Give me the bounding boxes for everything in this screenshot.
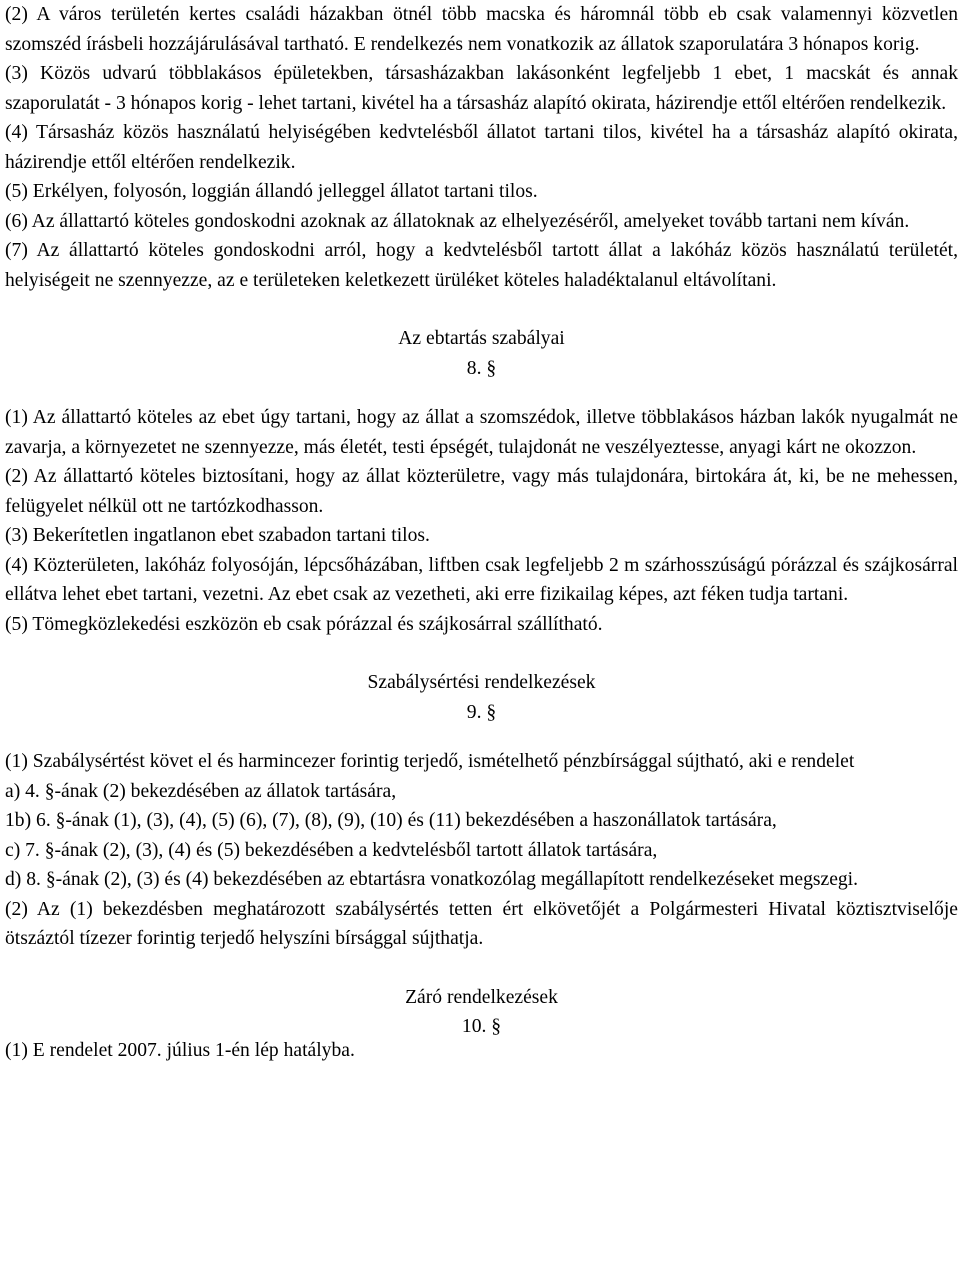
section-8-number: 8. § [466,357,497,379]
section-9-title: Szabálysértési rendelkezések [367,672,596,693]
paragraph-9-1: (1) Szabálysértést követ el és harmincezer forintig terjedő, ismételhető pénzbírsággal sújtható, aki e rendelet [5,751,855,772]
spacer [5,727,958,747]
paragraph-8-1: (1) Az állattartó köteles az ebet úgy tartani, hogy az állat a szomszédok, illetve többlakásos házban lakók nyugalmát ne zavarja, a környezetet ne szennyezze, más életét, testi épségét, tulajdonát ne veszélyeztesse, anyagi kárt ne okozzon. [5,407,958,458]
paragraph-10-1: (1) E rendelet 2007. július 1-én lép hatályba. [5,1039,355,1061]
paragraph-9-1-d: d) 8. §-ának (2), (3) és (4) bekezdésében az ebtartásra vonatkozólag megállapított rendelkezéseket megszegi. [5,869,859,890]
section-9-number: 9. § [466,701,497,723]
paragraph-8-4: (4) Közterületen, lakóház folyosóján, lépcsőházában, liftben csak legfeljebb 2 m szárhosszúságú pórázzal és szájkosárral ellátva lehet ebet tartani, vezetni. Az ebet csak az vezetheti, aki erre fizikailag képes, azt féken tudja tartani. [5,554,958,605]
paragraph-9-1-b: 1b) 6. §-ának (1), (3), (4), (5) (6), (7), (8), (9), (10) és (11) bekezdésében a haszonállatok tartására, [5,810,777,831]
paragraph-8-2: (2) Az állattartó köteles biztosítani, hogy az állat közterületre, vagy más tulajdonára, birtokára át, ki, be ne mehessen, felügyelet nélkül ott ne tartózkodhasson. [5,466,958,517]
paragraph-7-5: (5) Erkélyen, folyosón, loggián állandó jelleggel állatot tartani tilos. [5,181,538,202]
section-10-title: Záró rendelkezések [405,986,558,1008]
paragraph-8-5: (5) Tömegközlekedési eszközön eb csak pórázzal és szájkosárral szállítható. [5,613,603,635]
paragraph-7-3: (3) Közös udvarú többlakásos épületekben, társasházakban lakásonként legfeljebb 1 ebet, 1 macskát és annak szaporulatát - 3 hónapos korig - lehet tartani, kivétel ha a társasház alapító okirata, házirendje ettől eltérően rendelkezik. [5,63,958,114]
spacer [5,639,958,668]
paragraph-7-6: (6) Az állattartó köteles gondoskodni azoknak az állatoknak az elhelyezéséről, amelyeket tovább tartani nem kíván. [5,210,910,232]
paragraph-9-2: (2) Az (1) bekezdésben meghatározott szabálysértés tetten ért elkövetőjét a Polgármesteri Hivatal köztisztviselője ötszáztól tízezer forintig terjedő helyszíni bírsággal sújthatja. [5,898,958,949]
paragraph-7-4: (4) Társasház közös használatú helyiségében kedvtelésből állatot tartani tilos, kivétel ha a társasház alapító okirata, házirendje ettől eltérően rendelkezik. [5,122,958,173]
paragraph-9-1-a: a) 4. §-ának (2) bekezdésében az állatok tartására, [5,780,397,802]
spacer [5,954,958,983]
document-page [5,0,958,1065]
spacer [5,295,958,324]
section-10-number: 10. § [461,1016,502,1037]
paragraph-8-3: (3) Bekerítetlen ingatlanon ebet szabadon tartani tilos. [5,525,430,546]
paragraph-7-2: (2) A város területén kertes családi házakban ötnél több macska és háromnál több eb csak valamennyi közvetlen szomszéd írásbeli hozzájárulásával tartható. E rendelkezés nem vonatkozik az állatok szaporulatára 3 hónapos korig. [5,4,958,55]
section-8-title: Az ebtartás szabályai [398,328,565,349]
paragraph-7-7: (7) Az állattartó köteles gondoskodni arról, hogy a kedvtelésből tartott állat a lakóház közös használatú területét, helyiségeit ne szennyezze, az e területeken keletkezett ürüléket köteles haladéktalanul eltávolítani. [5,240,958,291]
spacer [5,383,958,403]
paragraph-9-1-c: c) 7. §-ának (2), (3), (4) és (5) bekezdésében a kedvtelésből tartott állatok tartására, [5,839,658,861]
